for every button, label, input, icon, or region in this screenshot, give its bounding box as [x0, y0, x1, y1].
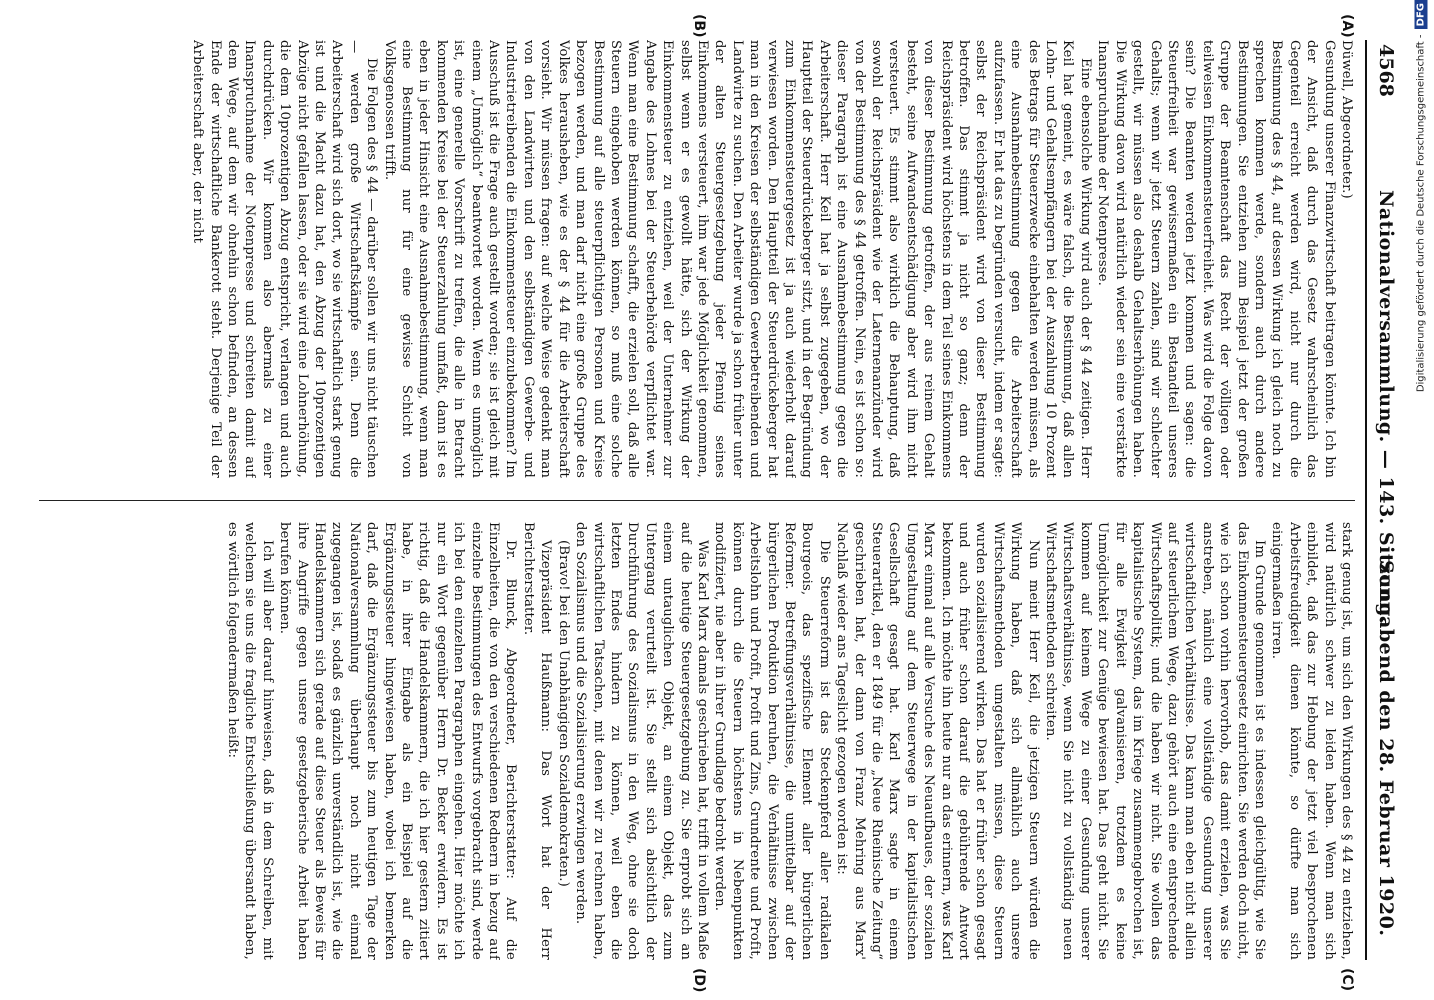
- paragraph: Die Folgen des § 44 — darüber sollen wir uns nicht täuschen — werden große Wirtschaftskämpfe sein. Denn die Arbeiterschaft wird sich dort, wo sie wirtschaftlich stark genug ist und die Macht dazu hat, den Abzug der 10prozentigen Abzüge nicht gefallen lassen, oder sie wird eine Lohnerhöhung, die dem 10prozentigen Abzug entspricht, verlangen und auch durchdrücken. Wir kommen also abermals zu einer Inanspruchnahme der Notenpresse und schreiten damit auf dem Wege, auf dem wir ohnehin schon befinden, an dessen Ende der wirtschaftliche Bankerott steht. Derjenige Teil der Arbeiterschaft aber, der nicht: [190, 40, 380, 478]
- quotation: Die Steuerreform ist das Steckenpferd aller radikalen Bourgeois, das spezifische Element aller bürgerlichen Reformer. Betreffungsverhältnisse, die unmittelbar auf der bürgerlichen Produktion beruhen, die Verhältnisse zwischen Arbeitslohn und Profit, Profit und Zins, Grundrente und Profit, können durch die Steuern höchstens in Nebenpunkten modifiziert, nie aber in ihrer Grundlage bedroht werden.: [712, 522, 832, 960]
- digitization-credit: [1408, 0, 1434, 1000]
- interjection: (Bravo! bei den Unabhängigen Sozialdemokraten.): [555, 540, 571, 887]
- margin-mark-d: (D): [691, 968, 707, 993]
- paragraph: Gesundung unserer Finanzwirtschaft beitragen könnte. Ich bin der Ansicht, daß durch das Gesetz wahrscheinlich das Gegenteil erreicht werden wird, nicht nur durch die Bestimmung des § 44, auf dessen Wirkung ich gleich noch zu sprechen kommen werde, sondern auch durch andere Bestimmungen. Sie entziehen zum Beispiel jetzt der großen Gruppe der Beamtenschaft das Recht der völligen oder teilweisen Einkommensteuerfreiheit. Was wird die Folge davon sein? Die Beamten werden jetzt kommen und sagen: die Steuerfreiheit war gewissermaßen ein Bestandteil unseres Gehalts; wenn wir jetzt Steuern zahlen, sind wir schlechter gestellt, wir müssen also deshalb Gehaltserhöhungen haben. Die Wirkung davon wird natürlich wieder sein eine verstärkte Inanspruchnahme der Notenpresse.: [1095, 40, 1337, 478]
- column-divider: [39, 500, 1355, 501]
- margin-mark-c: (C): [1339, 968, 1355, 992]
- header-left-title: Nationalversammlung. — 143. Sitzung.: [1375, 190, 1397, 624]
- header-right-title: Sonnabend den 28. Februar 1920.: [1375, 560, 1397, 937]
- left-text-column: [39, 40, 1355, 478]
- paragraph: stark genug ist, um sich den Wirkungen des § 44 zu entziehen, wird natürlich schwer zu leiden haben. Wenn man sich einbildet, daß das zur Hebung der jetzt viel besprochenen Arbeitsfreudigkeit dienen könnte, so dürfte man sich einigermaßen irren.: [1269, 522, 1354, 960]
- header-rule: [1365, 40, 1367, 960]
- paragraph: Ich will aber darauf hinweisen, daß in dem Schreiben, mit welchem sie uns die fragliche Entschließung übersandt haben, es wörtlich folgendermaßen heißt:: [225, 522, 275, 960]
- margin-mark-b: (B): [691, 14, 707, 38]
- paragraph: Eine ebensolche Wirkung wird auch der § 44 zeitigen. Herr Keil hat gemeint, es wäre falsch, die Bestimmung, daß allen Lohn- und Gehaltsempfängern bei der Auszahlung 10 Prozent des Betrags für Steuerzwecke einbehalten werden müssen, als eine Ausnahmebestimmung gegen die Arbeiterschaft aufzufassen. Er hat das zu begründen versucht, indem er sagte: selbst der Reichspräsident wird von dieser Bestimmung betroffen. Das stimmt ja nicht so ganz; denn der Reichspräsident wird höchstens in dem Teil seines Einkommens von dieser Bestimmung getroffen, der aus reinem Gehalt besteht, seine Aufwandsentschädigung aber wird ihm nicht versteuert. Es stimmt also wirklich die Behauptung, daß sowohl der Reichspräsident wie der Laternenanzünder wird von der Bestimmung des § 44 getroffen. Nein, es ist schon so: dieser Paragraph ist eine Ausnahmebestimmung gegen die Arbeiterschaft. Herr Keil hat ja selbst zugegeben, wo der Hauptteil der Steuerdrückeberger sitzt, und in der Begründung zum Einkommensteuergesetz ist ja auch wiederholt darauf verwiesen worden. Den Hauptteil der Steuerdrückeberger hat man in den Kreisen der selbständigen Gewerbetreibenden und Landwirte zu suchen. Den Arbeiter wurde ja schon früher unter der alten Steuergesetzgebung jeder Pfennig seines Einkommens versteuert, ihm war jede Möglichkeit genommen, selbst wenn er es gewollt hätte, sich der Wirkung der Einkommensteuer zu entziehen, weil der Unternehmer zur Angabe des Lohnes bei der Steuerbehörde verpflichtet war. Wenn man eine Bestimmung schafft, die erzielen soll, daß alle Steuern eingehoben werden können, so muß eine solche Bestimmung auf alle steuerpflichtigen Personen und Kreise bezogen werden, und man darf nicht eine große Gruppe des Volkes herausheben, wie es der § 44 für die Arbeiterschaft vorsieht. Wir müssen fragen: auf welche Weise gedenkt man von den Landwirten und den selbständigen Gewerbe- und Industrietreibenden die Einkommensteuer einzubekommen? Im Ausschuß ist die Frage auch gestellt worden; sie ist gleich mit einem „Unmöglich“ beantwortet worden. Wenn es unmöglich ist, eine generelle Vorschrift zu treffen, die alle in Betracht kommenden Kreise bei der Steuerzahlung umfaßt, dann ist es eben in jeder Hinsicht eine Ausnahmebestimmung, wenn man eine Bestimmung nur für eine gewisse Schicht von Volksgenossen trifft.: [381, 40, 1093, 478]
- rotated-document-page: [27, 14, 1407, 993]
- paragraph: Was Karl Marx damals geschrieben hat, trifft in vollem Maße auf die heutige Steuergesetzgebung zu. Sie erprobt sich an einem untauglichen Objekt, an einem Objekt, das zum Untergang verurteilt ist. Sie stellt sich absichtlich der Durchführung des Sozialismus in den Weg, ohne sie doch letzten Endes hindern zu können, weil eben die wirtschaftlichen Tatsachen, mit denen wir zu rechnen haben, den Sozialismus und die Sozialisierung erzwingen werden.: [573, 522, 710, 960]
- dfg-logo: DFG: [1415, 0, 1428, 29]
- right-text-column: [39, 522, 1355, 960]
- paragraph: Dr. Blunck, Abgeordneter, Berichterstatter: Auf die Einzelheiten, die von den verschiedenen Rednern in bezug auf einzelne Bestimmungen des Entwurfs vorgebracht sind, werde ich bei den einzelnen Paragraphen eingehen. Hier möchte ich nur ein Wort gegenüber Herrn Dr. Becker erwidern. Es ist richtig, daß die Handelskammern, die ich hier gestern zitiert habe, in ihrer Eingabe als ein Beispiel auf die Ergänzungssteuer hingewiesen haben, wobei ich bemerken darf, daß die Ergänzungssteuer bis zum heutigen Tage der Nationalversammlung überhaupt noch nicht einmal zugegangen ist, sodaß es gänzlich unverständlich ist, wie die Handelskammern sich gerade auf diese Steuer als Beweis für ihre Angriffe gegen unsere gesetzgeberische Arbeit haben berufen können.: [277, 522, 519, 960]
- paragraph: Nun meint Herr Keil, die jetzigen Steuern würden die Wirkung haben, daß sich allmählich auch unsere Wirtschaftsmethoden umgestalten müssen, diese Steuern wurden sozialisierend wirken. Das hat er früher schon gesagt und auch früher schon darauf die gebührende Antwort bekommen. Ich möchte ihn heute nur an das erinnern, was Karl Marx einmal auf alle Versuche des Neuaufbaues, der sozialen Umgestaltung auf dem Steuerwege in der kapitalistischen Gesellschaft gesagt hat. Karl Marx sagte in einem Steuerartikel, den er 1849 für die „Neue Rheinische Zeitung“ geschrieben hat, der dann von Franz Mehring aus Marx' Nachlaß wieder ans Tageslicht gezogen worden ist:: [834, 522, 1041, 960]
- paragraph: Vizepräsident Haußmann: Das Wort hat der Herr Berichterstatter.: [520, 522, 554, 960]
- margin-mark-a: (A): [1339, 14, 1355, 38]
- page-header: [1363, 40, 1397, 960]
- speaker-line: Düwell, Abgeordneter.): [1339, 40, 1354, 199]
- page-number: 4568: [1375, 44, 1397, 97]
- paragraph: Im Grunde genommen ist es indessen gleichgültig, wie Sie das Einkommensteuergesetz einrichten. Sie werden doch nicht, wie ich schon vorhin hervorhob, das damit erzielen, was Sie anstreben, nämlich eine vollständige Gesundung unserer wirtschaftlichen Verhältnisse. Das kann man eben nicht allein auf steuerlichem Wege, dazu gehört auch eine entsprechende Wirtschaftspolitik; und die haben wir nicht. Sie wollen das kapitalistische System, das im Kriege zusammengebrochen ist, für alle Ewigkeit galvanisieren, trotzdem es keine Unmöglichkeit zur Genüge bewiesen hat. Das geht nicht. Sie kommen auf keinem Wege zu einer Gesundung unserer Wirtschaftsverhältnisse, wenn Sie nicht zu vollständig neuen Wirtschaftsmethoden schreiten.: [1043, 522, 1267, 960]
- credit-text: Digitalisierung gefördert durch die Deutsche Forschungsgemeinschaft -: [1415, 34, 1427, 393]
